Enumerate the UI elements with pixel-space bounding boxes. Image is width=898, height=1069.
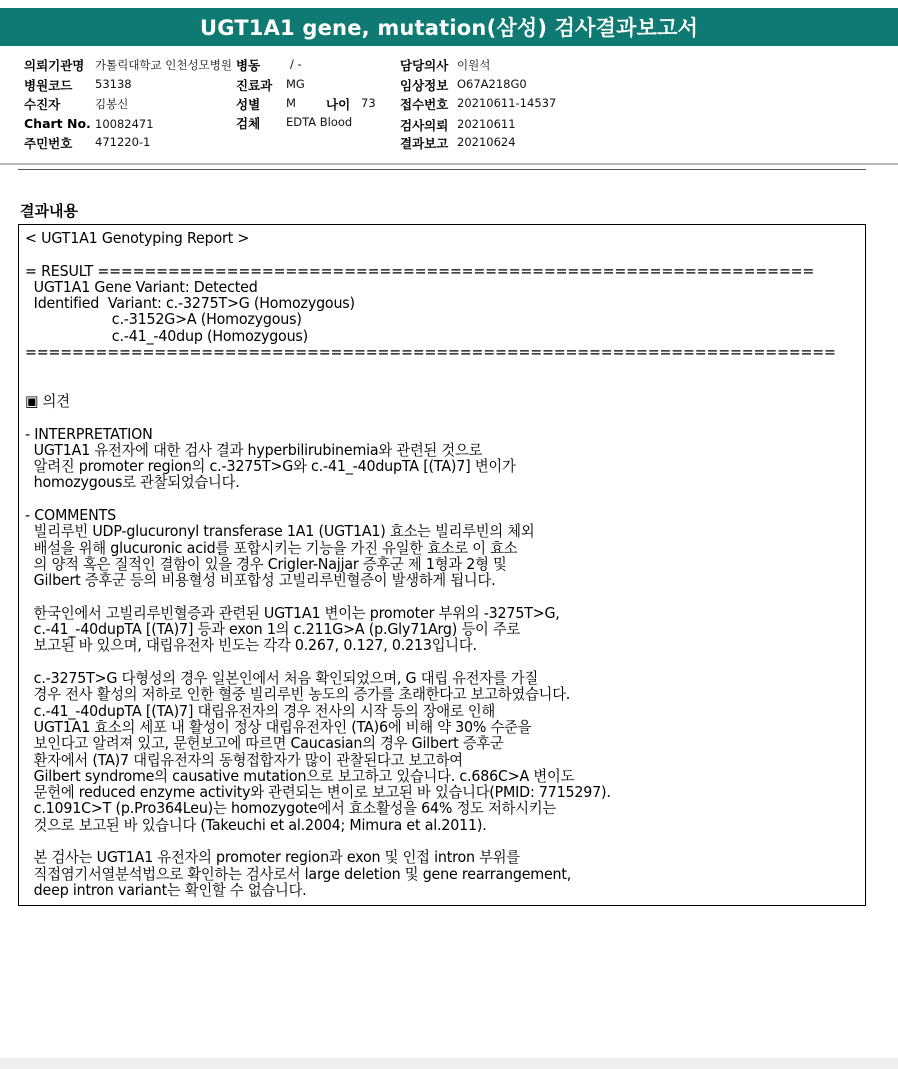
age-value: 73	[361, 96, 376, 110]
patient-value: 김봉신	[95, 97, 129, 111]
resident-no-label: 주민번호	[24, 136, 73, 151]
doctor-value: 이원석	[457, 58, 491, 72]
report-text: < UGT1A1 Genotyping Report > = RESULT ============================================================= UGT1A1 Gene Variant: Detected Identified Variant: c.-3275T>G (Homozygous) c.-3152G>A (Homozygous) c.-41_-40dup (Homozygous) ===================================================================== ▣ 의견 - INTERPRETATION UGT1A1 유전자에 대한 검사 결과 hyperbilirubinemia와 관련된 것으로 알려진 promoter region의 c.-3275T>G와 c.-41_-40dupTA [(TA)7] 변이가 homozygous로 관찰되었습니다. - COMMENTS 빌리루빈 UDP-glucuronyl transferase 1A1 (UGT1A1) 효소는 빌리루빈의 체외 배설을 위해 glucuronic acid를 포합시키는 기능을 가진 유일한 효소로 이 효소 의 양적 혹은 질적인 결함이 있을 경우 Crigler-Najjar 증후군 제 1형과 2형 및 Gilbert 증후군 등의 비용혈성 비포합성 고빌리루빈혈증이 발생하게 됩니다. 한국인에서 고빌리루빈혈증과 관련된 UGT1A1 변이는 promoter 부위의 -3275T>G, c.-41_-40dupTA [(TA)7] 등과 exon 1의 c.211G>A (p.Gly71Arg) 등이 주로 보고된 바 있으며, 대립유전자 빈도는 각각 0.267, 0.127, 0.213입니다. c.-3275T>G 다형성의 경우 일본인에서 처음 확인되었으며, G 대립 유전자를 가질 경우 전사 활성의 저하로 인한 혈중 빌리루빈 농도의 증가를 초래한다고 보고하였습니다. c.-41_-40dupTA [(TA)7] 대립유전자의 경우 전사의 시작 등의 장애로 인해 UGT1A1 효소의 세포 내 활성이 정상 대립유전자인 (TA)6에 비해 약 30% 수준을 보인다고 알려져 있고, 문헌보고에 따르면 Caucasian의 경우 Gilbert 증후군 환자에서 (TA)7 대립유전자의 동형접합자가 많이 관찰된다고 보고하여 Gilbert syndrome의 causative mutation으로 보고하고 있습니다. c.686C>A 변이도 문헌에 reduced enzyme activity와 관련되는 변이로 보고된 바 있습니다(PMID: 7715297). c.1091C>T (p.Pro364Leu)는 homozygote에서 효소활성을 64% 정도 저하시키는 것으로 보고된 바 있습니다 (Takeuchi et al.2004; Mimura et al.2011). 본 검사는 UGT1A1 유전자의 promoter region과 exon 및 인접 intron 부위를 직접염기서열분석법으로 확인하는 검사로서 large deletion 및 gene rearrangement, deep intron variant는 확인할 수 없습니다.	[25, 229, 836, 899]
sex-label: 성별	[236, 97, 261, 112]
request-date-label: 검사의뢰	[400, 118, 449, 133]
chart-no-label: Chart No.	[24, 116, 91, 131]
ward-label: 병동	[236, 58, 261, 73]
sex-value: M	[286, 96, 296, 110]
chart-no-value: 10082471	[95, 117, 154, 131]
department-label: 진료과	[236, 78, 273, 93]
doctor-label: 담당의사	[400, 58, 449, 73]
top-margin	[0, 0, 898, 8]
report-date-value: 20210624	[457, 135, 516, 149]
clinical-info-label: 임상정보	[400, 78, 449, 93]
report-title: UGT1A1 gene, mutation(삼성) 검사결과보고서	[0, 8, 898, 46]
patient-label: 수진자	[24, 97, 61, 112]
request-date-value: 20210611	[457, 117, 516, 131]
age-label: 나이	[326, 97, 351, 112]
info-divider	[0, 163, 898, 165]
department-value: MG	[286, 77, 305, 91]
report-date-label: 결과보고	[400, 136, 449, 151]
requester-label: 의뢰기관명	[24, 58, 85, 73]
hospital-code-label: 병원코드	[24, 78, 73, 93]
specimen-value: EDTA Blood	[286, 115, 353, 129]
info-divider-thin	[18, 169, 866, 170]
hospital-code-value: 53138	[95, 77, 132, 91]
receipt-no-label: 접수번호	[400, 97, 449, 112]
resident-no-value: 471220-1	[95, 135, 151, 149]
receipt-no-value: 20210611-14537	[457, 96, 557, 110]
requester-value: 가톨릭대학교 인천성모병원	[95, 58, 232, 72]
specimen-label: 검체	[236, 116, 261, 131]
report-text-box	[18, 224, 866, 906]
footer-strip	[0, 1058, 898, 1069]
ward-value: / -	[290, 57, 302, 71]
results-section-title: 결과내용	[20, 202, 78, 220]
clinical-info-value: O67A218G0	[457, 77, 527, 91]
patient-info-panel	[0, 56, 898, 156]
